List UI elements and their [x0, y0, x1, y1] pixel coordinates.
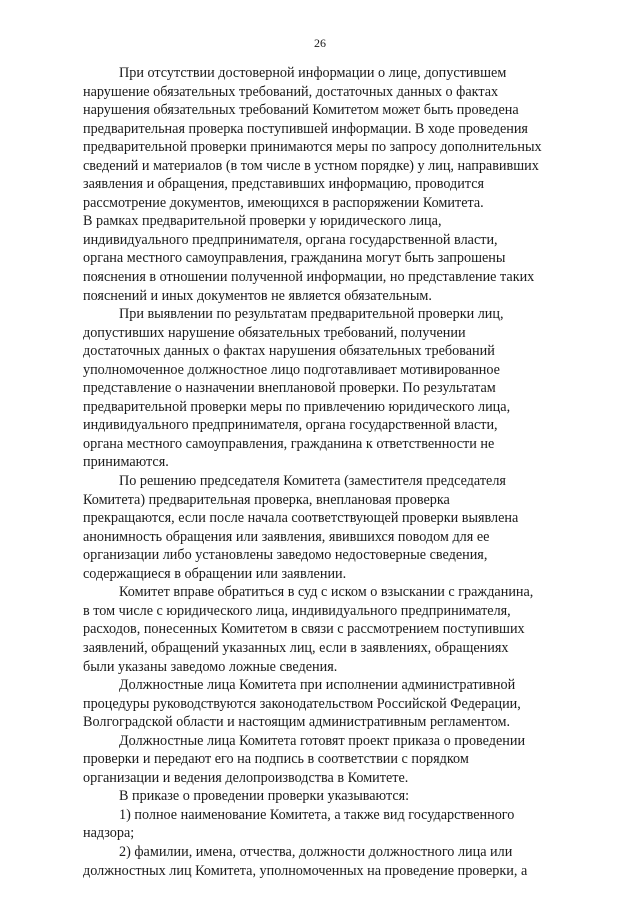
- text-line: принимаются.: [83, 454, 169, 471]
- text-line: предварительная проверка поступившей информации. В ходе проведения: [83, 120, 528, 137]
- text-line: организации и ведения делопроизводства в Комитете.: [83, 769, 409, 786]
- text-line: предварительной проверки меры по привлечению юридического лица,: [83, 398, 511, 415]
- text-line: органа местного самоуправления, гражданина могут быть запрошены: [83, 250, 506, 267]
- text-line: проверки и передают его на подпись в соответствии с порядком: [83, 751, 469, 768]
- text-line: нарушение обязательных требований, достаточных данных о фактах: [83, 83, 499, 100]
- text-line: были указаны заведомо ложные сведения.: [83, 658, 338, 675]
- text-line: Комитет вправе обратиться в суд с иском о взыскании с гражданина,: [119, 584, 534, 601]
- text-line: индивидуального предпринимателя, органа государственной власти,: [83, 417, 498, 434]
- text-line: содержащиеся в обращении или заявлении.: [83, 565, 347, 582]
- text-line: В приказе о проведении проверки указываются:: [119, 788, 410, 805]
- paragraph-p4: [83, 583, 569, 676]
- text-line: Должностные лица Комитета при исполнении административной: [119, 677, 516, 694]
- paragraph-p5: [83, 676, 569, 732]
- text-line: При выявлении по результатам предварительной проверки лиц,: [119, 306, 504, 323]
- text-line: в том числе с юридического лица, индивидуального предпринимателя,: [83, 602, 511, 619]
- text-line: органа местного самоуправления, гражданина к ответственности не: [83, 435, 495, 452]
- paragraph-p8: [83, 806, 569, 843]
- text-line: должностных лиц Комитета, уполномоченных на проведение проверки, а: [83, 862, 528, 879]
- text-line: 2) фамилии, имена, отчества, должности должностного лица или: [119, 843, 513, 860]
- text-line: заявлений, обращений указанных лиц, если в заявлениях, обращениях: [83, 639, 509, 656]
- text-line: Волгоградской области и настоящим административным регламентом.: [83, 714, 511, 731]
- text-line: достаточных данных о фактах нарушения обязательных требований: [83, 343, 495, 360]
- text-line: анонимность обращения или заявления, явившихся поводом для ее: [83, 528, 490, 545]
- text-line: прекращаются, если после начала соответствующей проверки выявлена: [83, 510, 519, 527]
- text-line: Должностные лица Комитета готовят проект приказа о проведении: [119, 732, 526, 749]
- paragraph-p2: [83, 305, 569, 472]
- text-line: пояснения в отношении полученной информации, но представление таких: [83, 269, 535, 286]
- text-line: При отсутствии достоверной информации о лице, допустившем: [119, 65, 507, 81]
- text-line: уполномоченное должностное лицо подготавливает мотивированное: [83, 361, 500, 378]
- text-line: 1) полное наименование Комитета, а также вид государственного: [119, 806, 515, 823]
- text-line: процедуры руководствуются законодательством Российской Федерации,: [83, 695, 521, 712]
- text-line: нарушения обязательных требований Комитетом может быть проведена: [83, 102, 519, 119]
- page-number: 26: [314, 36, 326, 50]
- paragraph-p9: [83, 843, 569, 880]
- text-line: В рамках предварительной проверки у юридического лица,: [83, 213, 442, 230]
- document-body: [83, 64, 569, 880]
- text-line: Комитета) предварительная проверка, внеплановая проверка: [83, 491, 450, 508]
- text-line: пояснений и иных документов не является обязательным.: [83, 287, 432, 304]
- text-line: сведений и материалов (в том числе в устном порядке) у лиц, направивших: [83, 157, 539, 174]
- text-line: индивидуального предпринимателя, органа государственной власти,: [83, 231, 498, 248]
- text-line: рассмотрение документов, имеющихся в распоряжении Комитета.: [83, 194, 484, 211]
- paragraph-p3: [83, 472, 569, 583]
- text-line: заявления и обращения, представивших информацию, проводится: [83, 176, 485, 193]
- text-line: допустивших нарушение обязательных требований, получении: [83, 324, 466, 341]
- paragraph-p7: [83, 787, 569, 806]
- text-line: По решению председателя Комитета (заместителя председателя: [119, 473, 506, 490]
- text-line: надзора;: [83, 825, 135, 842]
- text-line: представление о назначении внеплановой проверки. По результатам: [83, 380, 496, 397]
- text-line: расходов, понесенных Комитетом в связи с рассмотрением поступивших: [83, 621, 525, 638]
- text-line: организации либо установлены заведомо недостоверные сведения,: [83, 547, 488, 564]
- text-line: предварительной проверки принимаются меры по запросу дополнительных: [83, 139, 542, 156]
- paragraph-p6: [83, 732, 569, 788]
- paragraph-p1: [83, 64, 569, 305]
